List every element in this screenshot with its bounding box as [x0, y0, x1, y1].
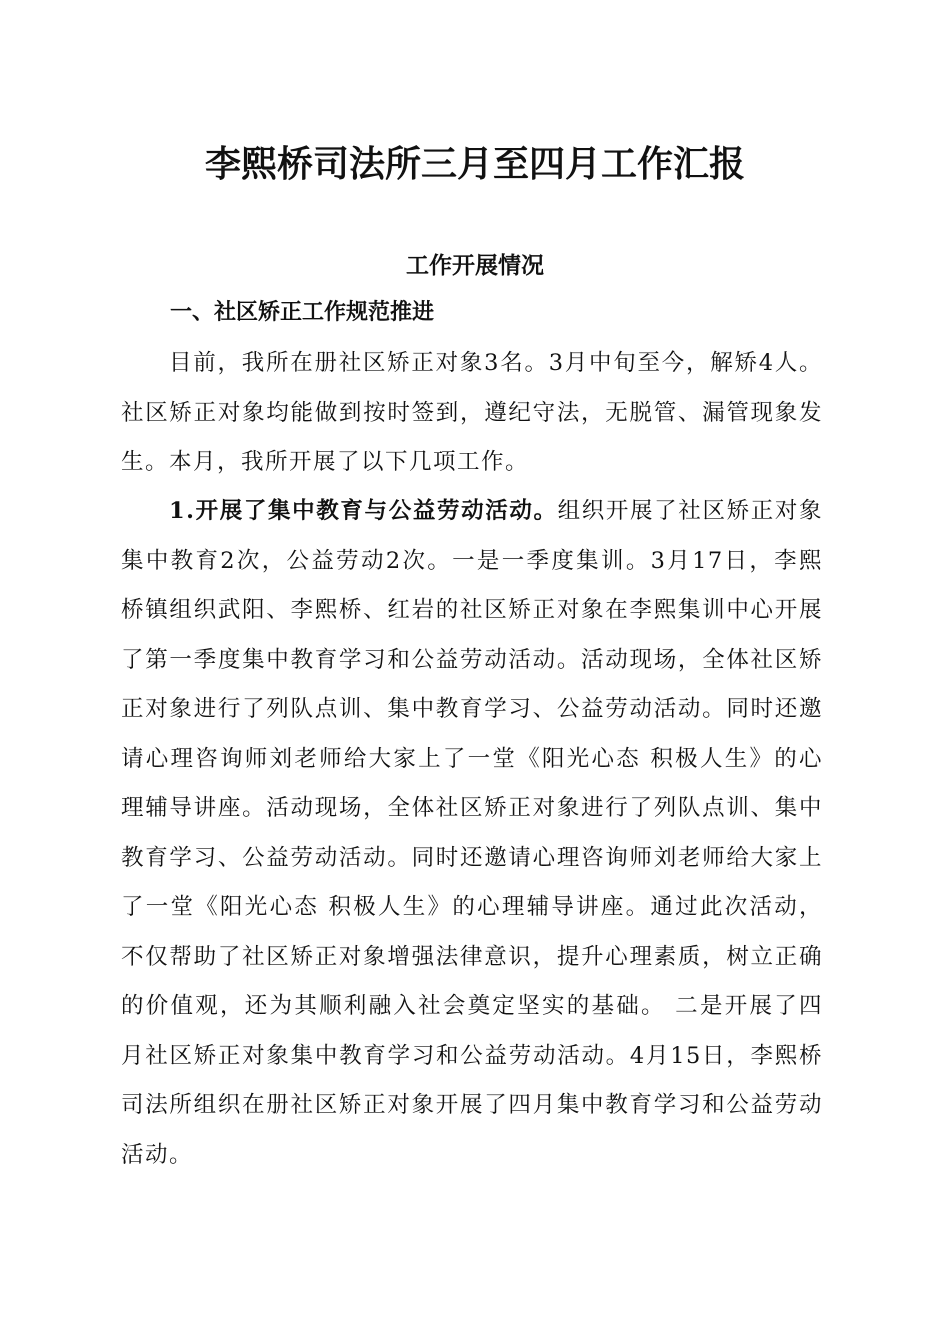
heading-community-correction: 一、社区矫正工作规范推进: [170, 300, 435, 325]
section-title: 工作开展情况: [406, 253, 544, 279]
paragraph-lead: 1.开展了集中教育与公益劳动活动。: [169, 498, 558, 524]
paragraph-body: 组织开展了社区矫正对象集中教育2次，公益劳动2次。一是一季度集训。3月17日，李熙桥镇组织武阳、李熙桥、红岩的社区矫正对象在李熙集训中心开展了第一季度集中教育学习和公益劳动活动。活动现场，全体社区矫正对象进行了列队点训、集中教育学习、公益劳动活动。同时还邀请心理咨询师刘老师给大家上了一堂《阳光心态 积极人生》的心理辅导讲座。活动现场，全体社区矫正对象进行了列队点训、集中教育学习、公益劳动活动。同时还邀请心理咨询师刘老师给大家上了一堂《阳光心态 积极人生》的心理辅导讲座。通过此次活动，不仅帮助了社区矫正对象增强法律意识，提升心理素质，树立正确的价值观，还为其顺利融入社会奠定坚实的基础。 二是开展了四月社区矫正对象集中教育学习和公益劳动活动。4月15日，李熙桥司法所组织在册社区矫正对象开展了四月集中教育学习和公益劳动活动。: [121, 498, 823, 1168]
paragraph-education-activities: [121, 487, 823, 1180]
paragraph-current-status: 目前，我所在册社区矫正对象3名。3月中旬至今，解矫4人。社区矫正对象均能做到按时签到，遵纪守法，无脱管、漏管现象发生。本月，我所开展了以下几项工作。: [121, 350, 823, 475]
document-title: 李熙桥司法所三月至四月工作汇报: [204, 144, 745, 185]
